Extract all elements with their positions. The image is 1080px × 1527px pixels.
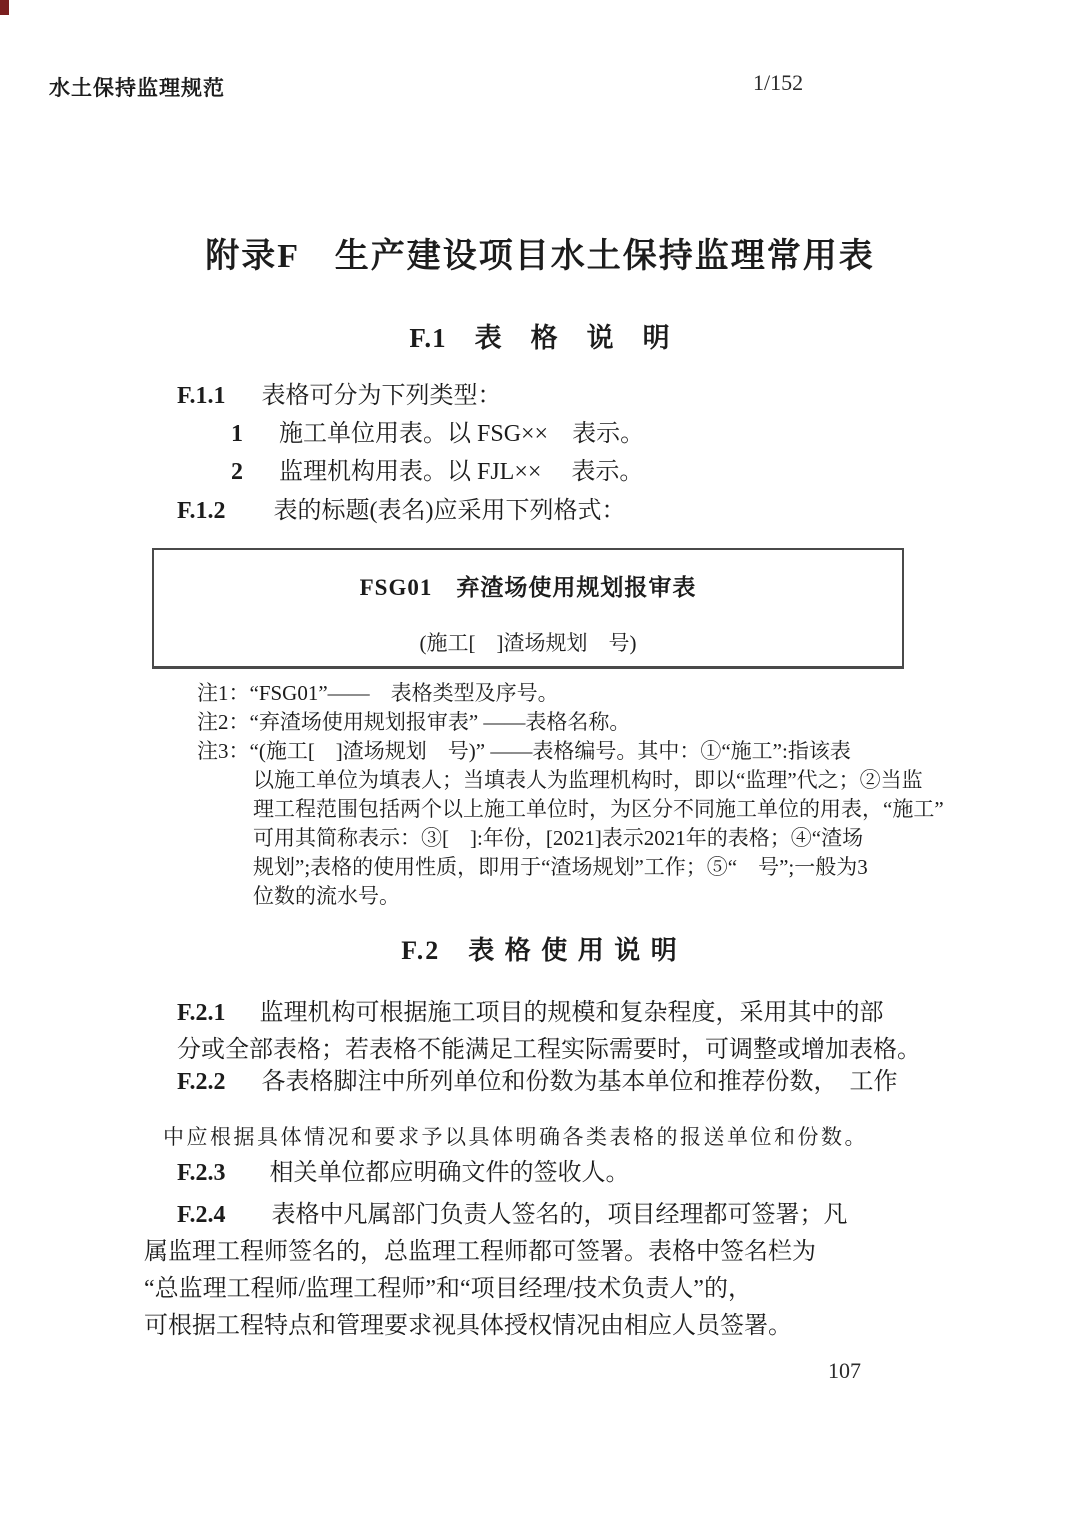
note-3-text: “(施工[ ]渣场规划 号)” ——表格编号。其中：①“施工”:指该表 bbox=[249, 739, 851, 763]
clause-f21 bbox=[177, 995, 921, 1069]
clause-f23-label: F.2.3 bbox=[177, 1160, 226, 1186]
clause-f21-line-1 bbox=[177, 995, 921, 1032]
appendix-title: 附录F 生产建设项目水土保持监理常用表 bbox=[205, 238, 875, 275]
clause-f21-line-2: 分或全部表格；若表格不能满足工程实际需要时，可调整或增加表格。 bbox=[177, 1037, 921, 1063]
note-3-line-1 bbox=[197, 737, 937, 766]
note-3-line-4: 可用其简称表示：③[ ]:年份，[2021]表示2021年的表格；④“渣场 bbox=[253, 826, 864, 850]
clause-f22-text-1: 各表格脚注中所列单位和份数为基本单位和推荐份数， 工作 bbox=[261, 1069, 898, 1095]
list-item-1 bbox=[231, 419, 644, 449]
form-example-box bbox=[152, 548, 904, 669]
doc-title: 水土保持监理规范 bbox=[49, 76, 225, 100]
clause-f24 bbox=[144, 1197, 847, 1345]
note-1: 注1：“FSG01”—— 表格类型及序号。 bbox=[197, 681, 559, 705]
clause-f12-label: F.1.2 bbox=[177, 498, 226, 524]
clause-f24-line-2: 属监理工程师签名的，总监理工程师都可签署。表格中签名栏为 bbox=[144, 1239, 816, 1265]
note-3-line-2: 以施工单位为填表人；当填表人为监理机构时，即以“监理”代之；②当监 bbox=[253, 768, 923, 792]
clause-f22 bbox=[177, 1064, 897, 1101]
page-number: 107 bbox=[828, 1358, 861, 1383]
clause-f24-label: F.2.4 bbox=[177, 1202, 226, 1228]
page-indicator: 1/152 bbox=[753, 70, 804, 95]
clause-f12-text: 表的标题(表名)应采用下列格式： bbox=[273, 498, 626, 524]
clause-f23-text: 相关单位都应明确文件的签收人。 bbox=[269, 1160, 630, 1186]
clause-f22-label: F.2.2 bbox=[177, 1069, 226, 1095]
list-item-2 bbox=[231, 457, 643, 487]
scan-artifact bbox=[0, 0, 9, 15]
note-3-label: 注3： bbox=[197, 739, 250, 763]
clause-f21-text-1: 监理机构可根据施工项目的规模和复杂程度，采用其中的部 bbox=[259, 1000, 884, 1026]
form-example-number-format: (施工[ ]渣场规划 号) bbox=[419, 631, 637, 655]
clause-f23-line bbox=[177, 1155, 629, 1192]
note-3-line-3: 理工程范围包括两个以上施工单位时，为区分不同施工单位的用表，“施工” bbox=[253, 797, 944, 821]
clause-f23 bbox=[177, 1155, 629, 1192]
item-2-number: 2 bbox=[231, 459, 243, 485]
clause-f11 bbox=[177, 381, 501, 411]
notes-block bbox=[197, 679, 944, 911]
note-3-line-6: 位数的流水号。 bbox=[253, 884, 400, 908]
clause-f11-label: F.1.1 bbox=[177, 383, 226, 409]
clause-f24-line-1 bbox=[177, 1197, 847, 1234]
section-heading-f2: F.2 表 格 使 用 说 明 bbox=[401, 936, 679, 965]
clause-f21-label: F.2.1 bbox=[177, 1000, 226, 1026]
item-2-text: 监理机构用表。以 FJL×× 表示。 bbox=[279, 459, 644, 485]
section-heading-f1: F.1 表 格 说 明 bbox=[409, 323, 671, 353]
note-2: 注2：“弃渣场使用规划报审表” ——表格名称。 bbox=[197, 710, 631, 734]
clause-f24-line-4: 可根据工程特点和管理要求视具体授权情况由相应人员签署。 bbox=[144, 1313, 792, 1339]
clause-f24-line-3: “总监理工程师/监理工程师”和“项目经理/技术负责人”的， bbox=[144, 1276, 752, 1302]
clause-f11-text: 表格可分为下列类型： bbox=[261, 383, 502, 409]
clause-f24-text-1: 表格中凡属部门负责人签名的，项目经理都可签署；凡 bbox=[271, 1202, 848, 1228]
form-example-title: FSG01 弃渣场使用规划报审表 bbox=[359, 575, 697, 600]
note-3-line-5: 规划”;表格的使用性质，即用于“渣场规划”工作；⑤“ 号”;一般为3 bbox=[253, 855, 868, 879]
clause-f12 bbox=[177, 496, 625, 526]
item-1-number: 1 bbox=[231, 421, 243, 447]
item-1-text: 施工单位用表。以 FSG×× 表示。 bbox=[279, 421, 645, 447]
clause-f22-continuation: 中应根据具体情况和要求予以具体明确各类表格的报送单位和份数。 bbox=[163, 1125, 868, 1149]
clause-f22-line-1 bbox=[177, 1064, 897, 1101]
